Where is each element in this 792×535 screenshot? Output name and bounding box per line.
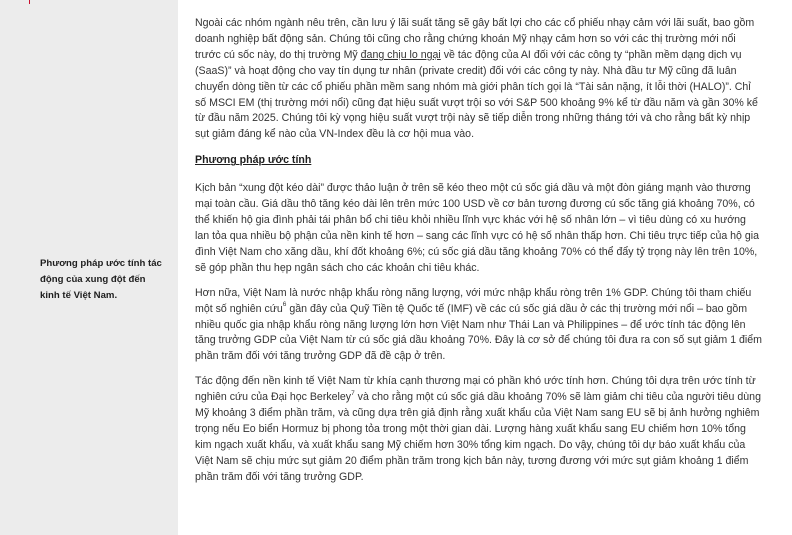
paragraph-text: Hơn nữa, Việt Nam là nước nhập khẩu ròng năng lượng, với mức nhập khẩu ròng trên 1% GDP. Chúng tôi tham chiếu một số nghiên cứu (195, 286, 752, 315)
paragraph-text: gần đây của Quỹ Tiền tệ Quốc tế (IMF) về các cú sốc giá dầu ở các thị trường mới nổi – bao gồm nhiều quốc gia nhập khẩu ròng năng lượng lớn hơn Việt Nam như Thái Lan và Philippines – để ước tính tác động lên tăng trưởng GDP của Việt Nam từ cú sốc giá dầu khoảng 70%. Đây là cơ sở để chúng tôi đưa ra con số sụt giảm 1 điểm phần trăm đối với tăng trưởng GDP đã đề cập ở trên. (195, 302, 762, 363)
footnote-ref[interactable]: 6 (282, 301, 287, 309)
sidebar-note: Phương pháp ước tính tác động của xung đột đến kinh tế Việt Nam. (40, 258, 162, 301)
paragraph-text: và cho rằng một cú sốc giá dầu khoảng 70% sẽ làm giảm chi tiêu của người tiêu dùng Mỹ khoảng 3 điểm phần trăm, và cũng dựa trên giả định rằng xuất khẩu của Việt Nam sang EU sẽ bị ảnh hưởng nghiêm trọng nếu Eo biển Hormuz bị phong tỏa trong một thời gian dài. Lượng hàng xuất khẩu sang EU chiếm hơn 10% tổng kim ngạch xuất khẩu, và xuất khẩu sang Mỹ chiếm hơn 30% tổng kim ngạch. Do vậy, chúng tôi dự báo xuất khẩu của Việt Nam sẽ chịu mức sụt giảm 20 điểm phần trăm trong kịch bản này, tương đương với mức sụt giảm khoảng 1 điểm phần trăm đối với tăng trưởng GDP. (195, 391, 761, 483)
inline-link[interactable]: đang chịu lo ngại (360, 48, 441, 61)
red-accent-mark (29, 0, 30, 4)
paragraph-gdp-impact (195, 286, 763, 366)
footnote-ref[interactable]: 7 (351, 389, 355, 397)
sidebar (0, 0, 178, 535)
paragraph-text: Tác động đến nền kinh tế Việt Nam từ khía cạnh thương mại có phần khó ước tính hơn. Chúng tôi dựa trên ước tính từ nghiên cứu của Đại học Berkeley (195, 375, 756, 404)
main-content (195, 16, 763, 495)
section-heading: Phương pháp ước tính (195, 154, 312, 167)
paragraph-oil-shock: Kịch bản “xung đột kéo dài” được thảo luận ở trên sẽ kéo theo một cú sốc giá dầu và một đòn giáng mạnh vào thương mại toàn cầu. Giá dầu thô tăng kéo dài lên trên mức 100 USD về cơ bản tương đương cú sốc tăng giá khoảng 70%, có thể khiến hộ gia đình phải tái phân bổ chi tiêu khỏi nhiều lĩnh vực khác với hệ số nhân lớn – vì tiêu dùng có xu hướng lan tỏa qua nhiều bộ phận của nền kinh tế hơn – sang các lĩnh vực có hệ số nhân thấp hơn. Chi tiêu trực tiếp của hộ gia đình Việt Nam cho xăng dầu, khí đốt khoảng 6%; cú sốc giá dầu tăng khoảng 70% có thể đẩy tỷ trọng này lên trên 10%, sẽ góp phần thu hẹp ngân sách cho các khoản chi tiêu khác. (195, 182, 760, 274)
paragraph-text: về tác động của AI đối với các công ty “phần mềm dạng dịch vụ (SaaS)” và hoạt động cho vay tín dụng tư nhân (private credit) đối với các công ty này. Nhà đầu tư Mỹ cũng đã luân chuyển dòng tiền từ các cổ phiếu phần mềm sang nhóm mà giới phân tích gọi là “Tài sản nặng, ít lỗi thời (HALO)”. Chỉ số MSCI EM (thị trường mới nổi) cũng đạt hiệu suất vượt trội so với S&P 500 khoảng 9% kể từ đầu năm và gần 30% kể từ đầu năm 2025. Chúng tôi kỳ vọng hiệu suất vượt trội này sẽ tiếp diễn trong những tháng tới và cho rằng bất kỳ nhịp sụt giảm đáng kể nào của VN-Index đều là cơ hội mua vào. (195, 48, 758, 141)
paragraph-trade-impact (195, 374, 763, 485)
paragraph-text: Ngoài các nhóm ngành nêu trên, cần lưu ý lãi suất tăng sẽ gây bất lợi cho các cổ phiếu nhạy cảm với lãi suất, bao gồm doanh nghiệp bất động sản. Chúng tôi cũng cho rằng chứng khoán Mỹ nhạy cảm hơn so với các thị trường mới nổi trước cú sốc này, do thị trường Mỹ (195, 17, 755, 61)
paragraph-market-outlook (195, 16, 763, 143)
